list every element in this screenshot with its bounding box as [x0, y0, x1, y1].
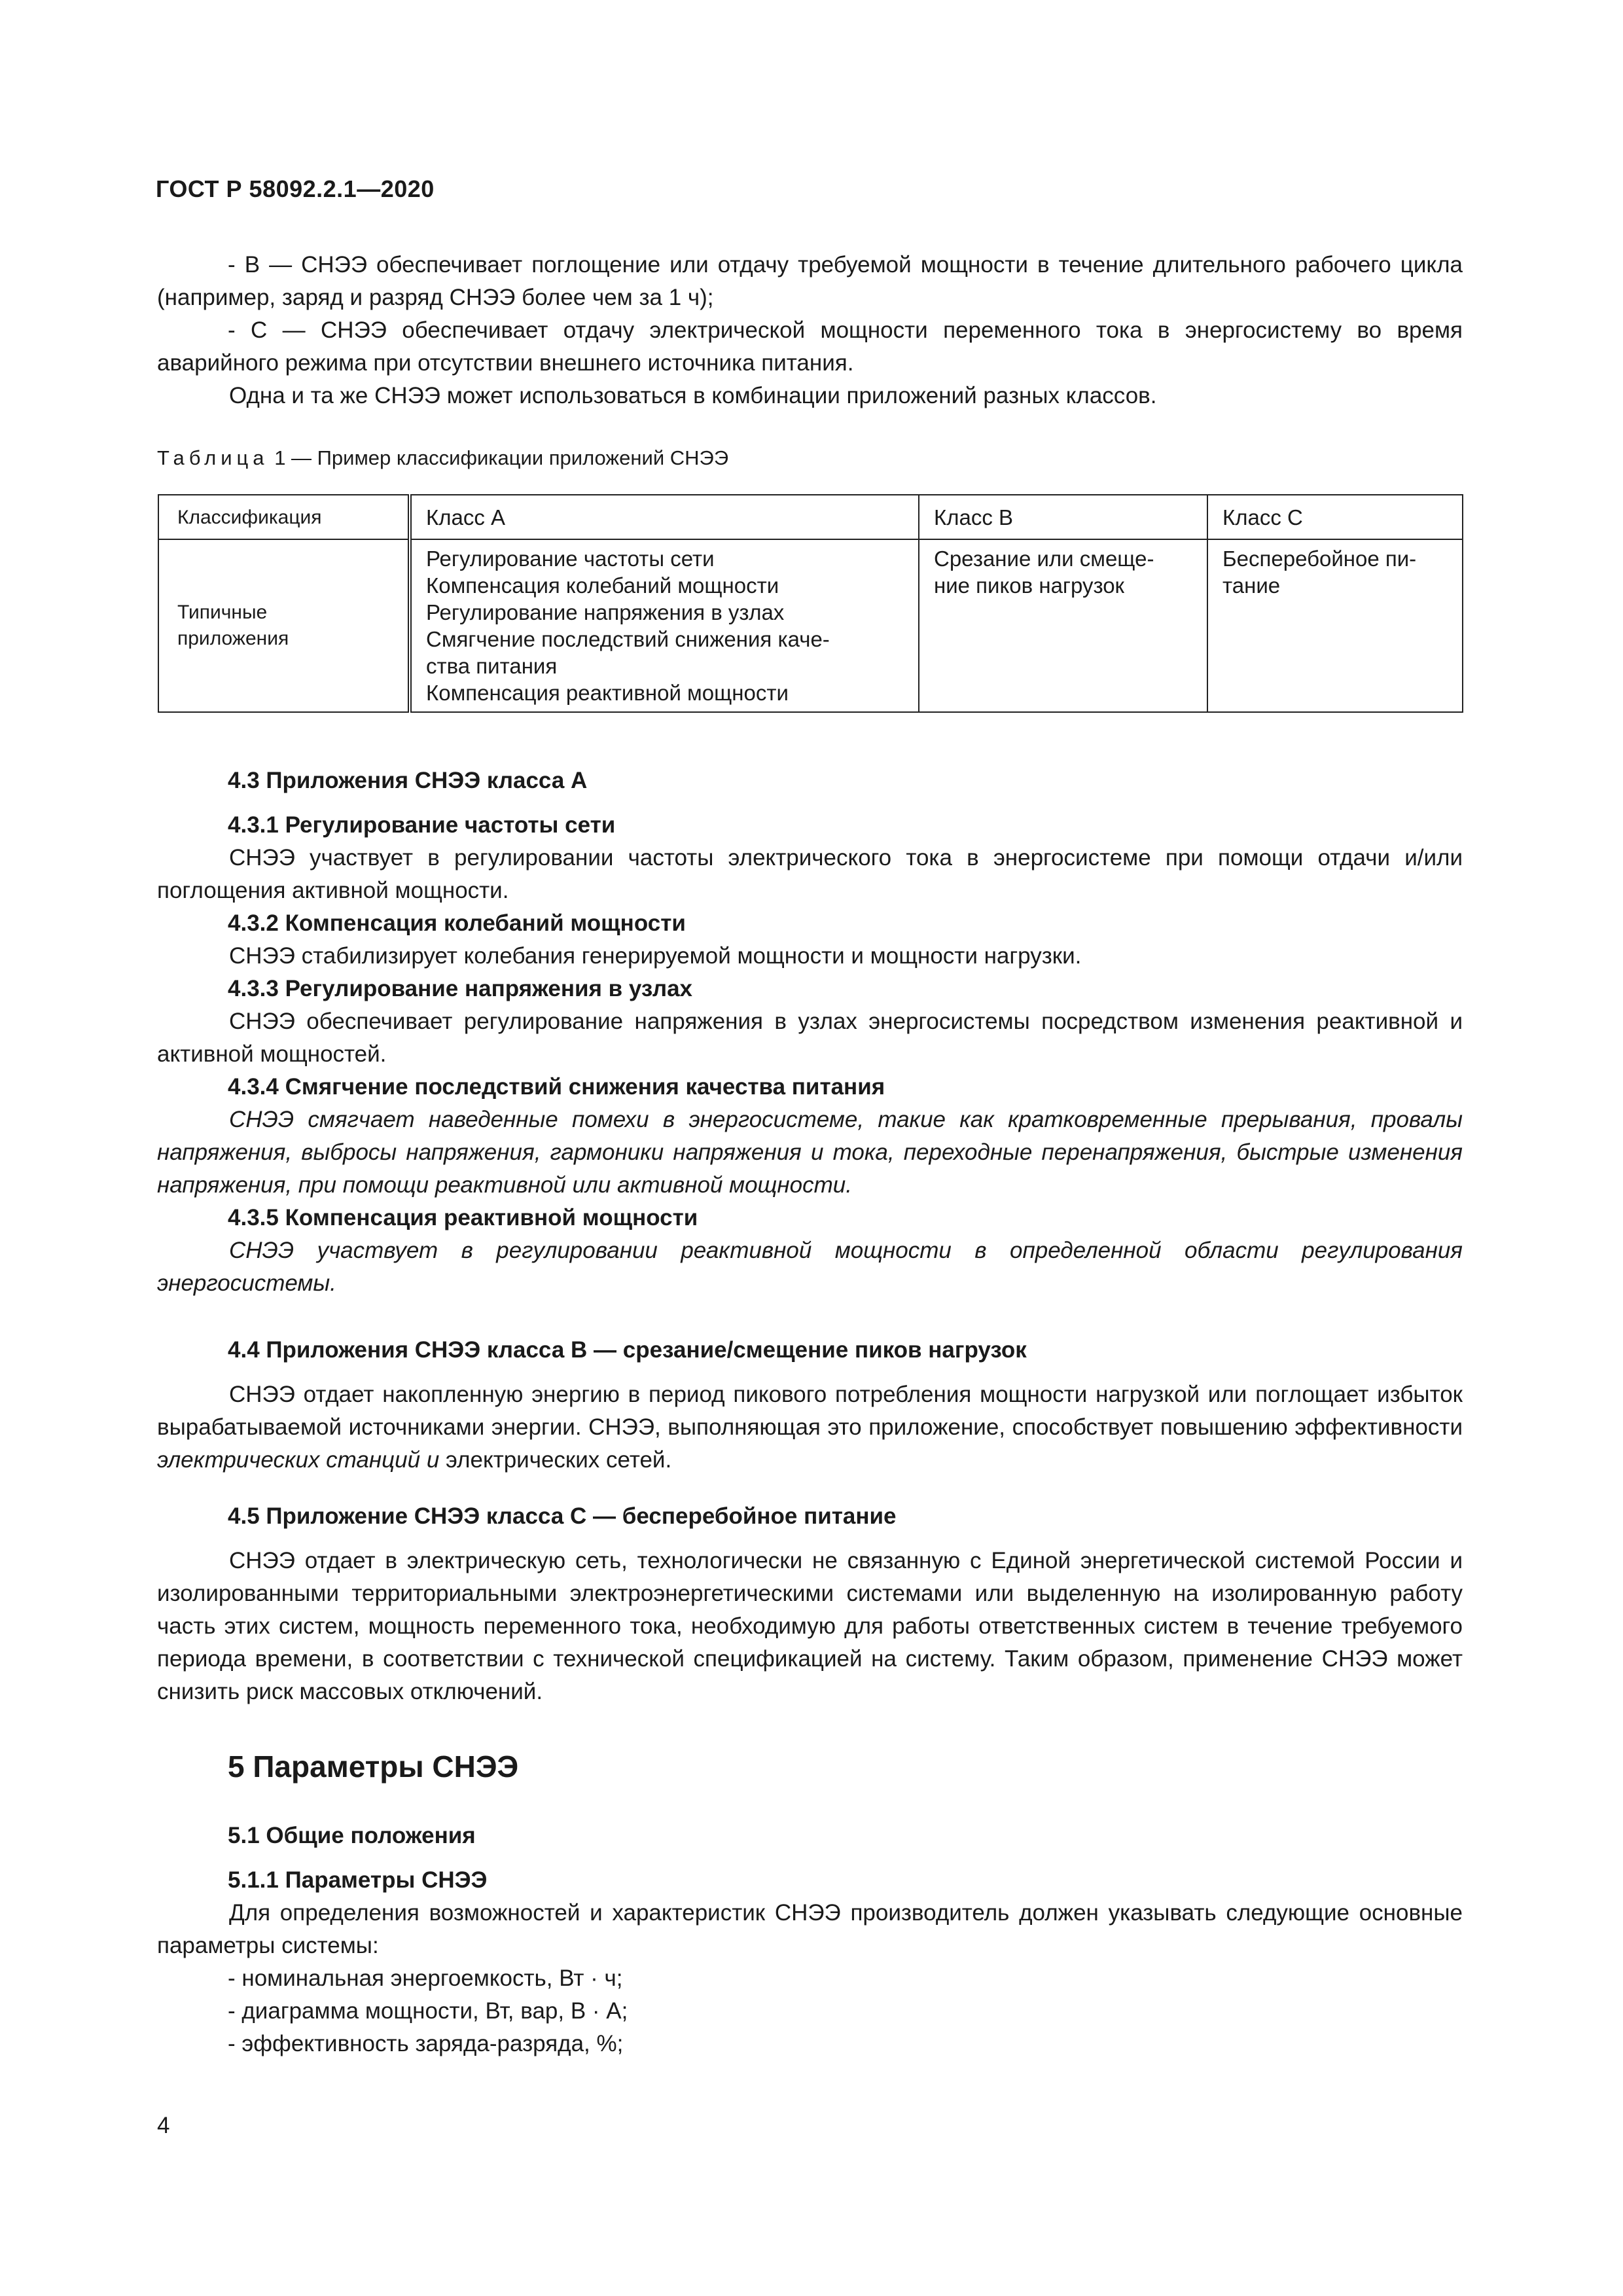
header-class-a: Класс А: [410, 495, 919, 539]
header-classification: Классификация: [158, 495, 410, 539]
combination-note: Одна и та же СНЭЭ может использоваться в комбинации приложений разных классов.: [229, 383, 1157, 408]
section-4-3-3-text: СНЭЭ обеспечивает регулирование напряжения в узлах энергосистемы посредством изменения реактивной и активной мощностей.: [157, 1009, 1463, 1067]
section-4-3-2-title: 4.3.2 Компенсация колебаний мощности: [228, 910, 686, 936]
page-number: 4: [157, 2113, 170, 2138]
section-5-1-title: 5.1 Общие положения: [228, 1823, 476, 1848]
parameter-list-item: - эффективность заряда-разряда, %;: [228, 2031, 624, 2056]
section-4-5-title: 4.5 Приложение СНЭЭ класса С — бесперебойное питание: [228, 1503, 897, 1529]
table-row-typical-applications: [158, 539, 1463, 712]
bullet-class-b: - В — СНЭЭ обеспечивает поглощение или отдачу требуемой мощности в течение длительного рабочего цикла (например, заряд и разряд СНЭЭ более чем за 1 ч);: [157, 252, 1463, 310]
class-a-item: Смягчение последствий снижения каче-: [426, 627, 830, 651]
section-4-4-text-part: электрических сетей.: [439, 1447, 672, 1473]
class-c-applications: [1207, 539, 1463, 712]
parameter-list-item: - номинальная энергоемкость, Вт · ч;: [228, 1965, 623, 1991]
section-4-4-text-italic: электрических станций и: [157, 1447, 440, 1473]
section-4-3-4-text: СНЭЭ смягчает наведенные помехи в энергосистеме, такие как кратковременные прерывания, провалы напряжения, выбросы напряжения, гармоники напряжения и тока, переходные перенапряжения, быстрые изменения напряжения, при помощи реактивной или активной мощности.: [157, 1107, 1463, 1198]
intro-block: [157, 249, 1463, 412]
section-4-5-text: СНЭЭ отдает в электрическую сеть, технологически не связанную с Единой энергетической системой России и изолированными территориальными электроэнергетическими системами или выделенную на изолированную работу часть этих систем, мощность переменного тока, необходимую для работы ответственных систем в течение требуемого периода времени, в соответствии с технической спецификацией на систему. Таким образом, применение СНЭЭ может снизить риск массовых отключений.: [157, 1548, 1463, 1704]
class-a-item: Регулирование напряжения в узлах: [426, 600, 785, 624]
section-4-3-4-title: 4.3.4 Смягчение последствий снижения качества питания: [228, 1074, 885, 1100]
table-caption: [157, 446, 728, 470]
class-a-item: Регулирование частоты сети: [426, 547, 715, 571]
document-code-header: ГОСТ Р 58092.2.1—2020: [156, 175, 435, 202]
class-b-item: ние пиков нагрузок: [934, 573, 1124, 598]
section-4-5: [157, 1500, 1463, 1708]
row-label-line: Типичные: [177, 601, 268, 623]
section-4-4-text: [157, 1378, 1463, 1477]
table-caption-text: 1 — Пример классификации приложений СНЭЭ: [274, 446, 729, 469]
section-4-3: [157, 764, 1463, 1300]
section-4-3-3-title: 4.3.3 Регулирование напряжения в узлах: [228, 976, 693, 1001]
class-a-item: Компенсация колебаний мощности: [426, 573, 779, 598]
section-4-4-text-part: СНЭЭ отдает накопленную энергию в период пикового потребления мощности нагрузкой или поглощает избыток вырабатываемой источниками энергии. СНЭЭ, выполняющая это приложение, способствует повышению эффективности: [157, 1382, 1463, 1440]
section-4-4: [157, 1334, 1463, 1477]
section-5-title: 5 Параметры СНЭЭ: [228, 1749, 519, 1784]
section-4-3-5-title: 4.3.5 Компенсация реактивной мощности: [228, 1205, 698, 1230]
table-header-row: [158, 495, 1463, 539]
section-5-1: [157, 1820, 1463, 2060]
class-a-applications: [410, 539, 919, 712]
section-4-4-title: 4.4 Приложения СНЭЭ класса В — срезание/смещение пиков нагрузок: [228, 1337, 1027, 1363]
row-label-line: приложения: [177, 628, 289, 649]
class-c-item: Бесперебойное пи-: [1222, 547, 1417, 571]
class-b-applications: [919, 539, 1207, 712]
row-label-typical-applications: [158, 539, 410, 712]
section-4-3-title: 4.3 Приложения СНЭЭ класса А: [228, 768, 588, 793]
section-5-1-1-title: 5.1.1 Параметры СНЭЭ: [228, 1867, 488, 1893]
class-b-item: Срезание или смеще-: [934, 547, 1154, 571]
header-class-c: Класс С: [1207, 495, 1463, 539]
class-c-item: тание: [1222, 573, 1281, 598]
classification-table: [158, 494, 1463, 713]
section-4-3-2-text: СНЭЭ стабилизирует колебания генерируемой мощности и мощности нагрузки.: [229, 943, 1082, 969]
class-a-item: Компенсация реактивной мощности: [426, 681, 789, 705]
bullet-class-c: - С — СНЭЭ обеспечивает отдачу электрической мощности переменного тока в энергосистему во время аварийного режима при отсутствии внешнего источника питания.: [157, 317, 1463, 376]
header-class-b: Класс В: [919, 495, 1207, 539]
section-4-3-1-text: СНЭЭ участвует в регулировании частоты электрического тока в энергосистеме при помощи отдачи и/или поглощения активной мощности.: [157, 845, 1463, 903]
section-4-3-5-text: СНЭЭ участвует в регулировании реактивной мощности в определенной области регулирования энергосистемы.: [157, 1238, 1463, 1296]
parameter-list-item: - диаграмма мощности, Вт, вар, В · А;: [228, 1998, 628, 2024]
section-5-1-1-text: Для определения возможностей и характеристик СНЭЭ производитель должен указывать следующие основные параметры системы:: [157, 1900, 1463, 1958]
table-caption-label: Таблица: [157, 446, 269, 469]
class-a-item: ства питания: [426, 654, 558, 678]
section-4-3-1-title: 4.3.1 Регулирование частоты сети: [228, 812, 616, 838]
